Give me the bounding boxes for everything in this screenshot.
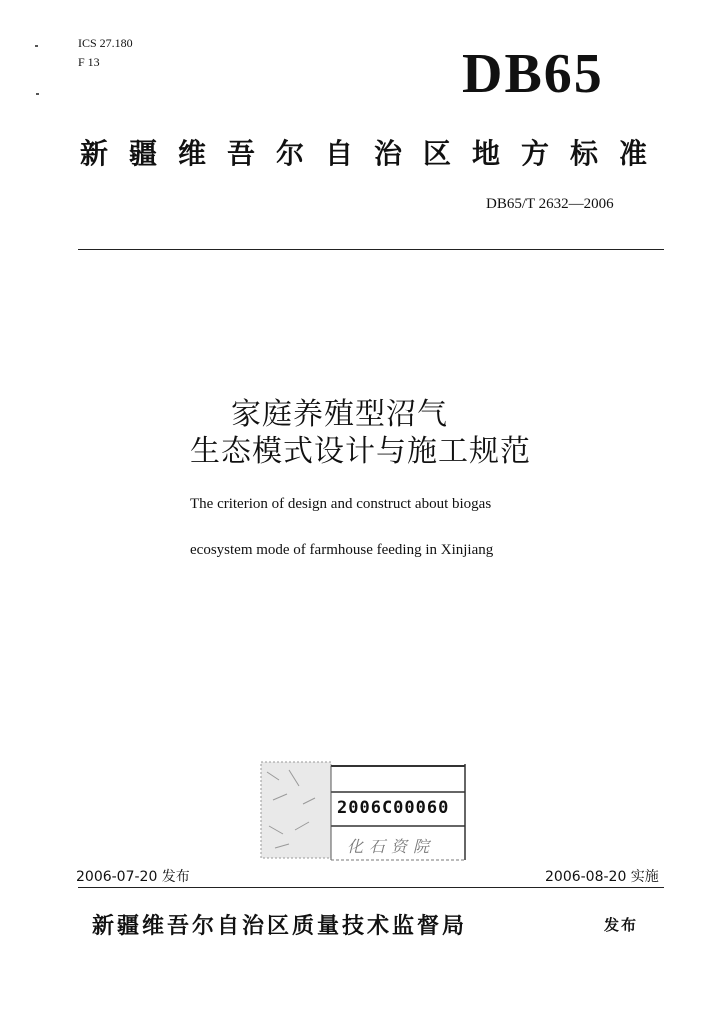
implement-date: 2006-08-20 实施 (545, 869, 659, 885)
standard-number: DB65/T 2632—2006 (486, 196, 614, 212)
ics-code: ICS 27.180 (78, 36, 133, 50)
bottom-divider (78, 887, 664, 888)
top-divider (78, 249, 664, 250)
scan-mark (35, 45, 38, 47)
standard-authority: 新疆维吾尔自治区地方标准 (80, 137, 669, 170)
stamp-text: 化石资院 (347, 837, 436, 856)
issuing-authority: 新疆维吾尔自治区质量技术监督局 (92, 914, 468, 939)
title-en-line2: ecosystem mode of farmhouse feeding in Xinjiang (190, 542, 494, 558)
issuer-action: 发布 (604, 916, 639, 934)
title-cn-line2: 生态模式设计与施工规范 (190, 434, 531, 469)
standard-code: DB65 (462, 43, 604, 105)
title-cn-line1: 家庭养殖型沼气 (231, 397, 448, 432)
stamp-number: 2006C00060 (337, 798, 450, 818)
issue-date: 2006-07-20 发布 (76, 869, 190, 885)
registration-stamp (259, 760, 471, 868)
category-code: F 13 (78, 55, 100, 69)
title-en-line1: The criterion of design and construct about biogas (190, 496, 492, 512)
scan-mark (36, 93, 39, 95)
